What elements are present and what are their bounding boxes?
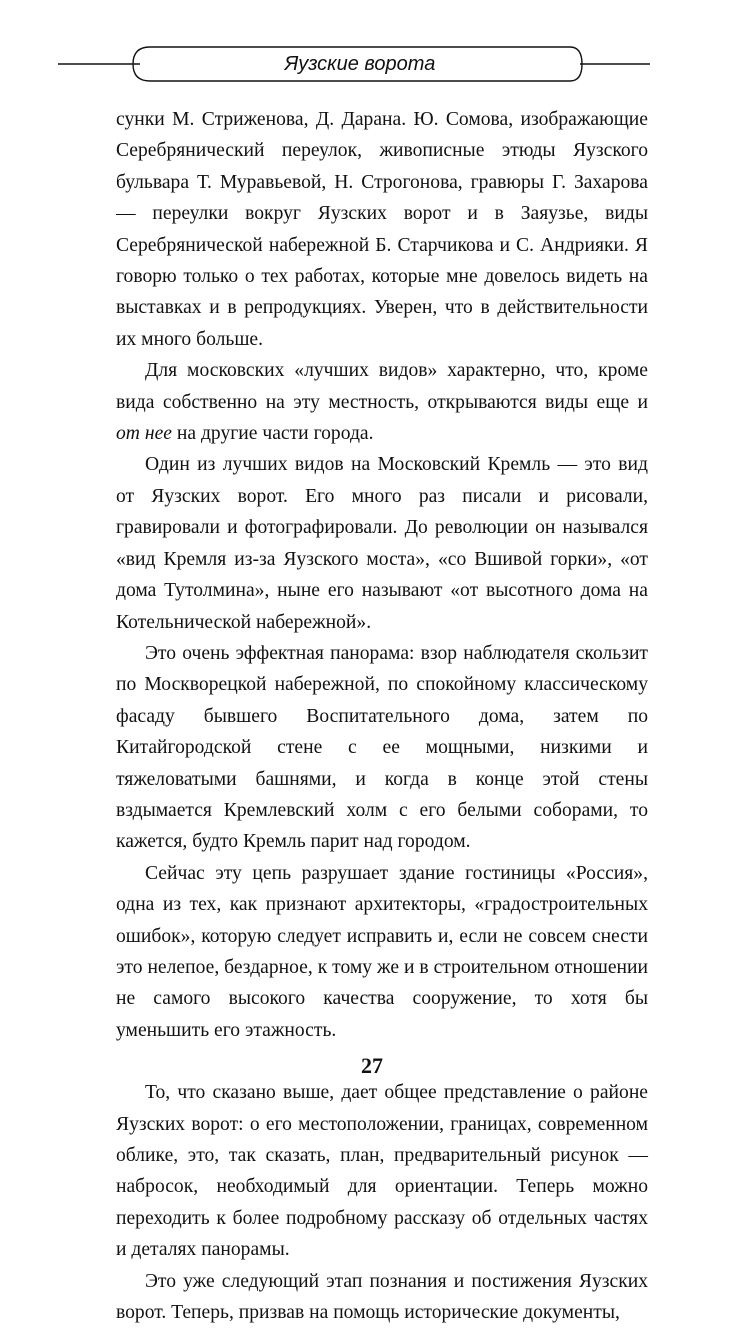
italic-emphasis: от нее: [116, 423, 172, 445]
paragraph-text: Для московских «лучших видов» характерно, что, кроме вида собственно на эту местность, открываются виды еще и: [116, 360, 648, 413]
page-number: 27: [361, 1053, 383, 1078]
body-text: [116, 104, 648, 1328]
paragraph-continued: сунки М. Стриженова, Д. Дарана. Ю. Сомова, изображающие Серебрянический переулок, живописные этюды Яузского бульвара Т. Муравьевой, Н. Строгонова, гравюры Г. Захарова — переулки вокруг Яузских ворот и в Заяузье, виды Серебрянической набережной Б. Старчикова и С. Андрияки. Я говорю только о тех работах, которые мне довелось видеть на выставках и в репродукциях. Уверен, что в действительности их много больше.: [116, 109, 648, 350]
paragraph: Это очень эффектная панорама: взор наблюдателя скользит по Москворецкой набережной, по спокойному классическому фасаду бывшего Воспитательного дома, затем по Китайгородской стене с ее мощными, низкими и тяжеловатыми башнями, и когда в конце этой стены вздымается Кремлевский холм с его белыми соборами, то кажется, будто Кремль парит над городом.: [116, 642, 648, 853]
paragraph: Сейчас эту цепь разрушает здание гостиницы «Россия», одна из тех, как признают архитекторы, «градостроительных ошибок», которую следует исправить и, если не совсем снести это нелепое, бездарное, к тому же и в строительном отношении не самого высокого качества сооружение, то хотя бы уменьшить его этажность.: [116, 862, 648, 1041]
paragraph: То, что сказано выше, дает общее представление о районе Яузских ворот: о его местоположении, границах, современном облике, это, так сказать, план, предварительный рисунок — набросок, необходимый для ориентации. Теперь можно переходить к более подробному рассказу об отдельных частях и деталях панорамы.: [116, 1082, 648, 1261]
paragraph: Один из лучших видов на Московский Кремль — это вид от Яузских ворот. Его много раз писали и рисовали, гравировали и фотографировали. До революции он назывался «вид Кремля из-за Яузского моста», «со Вшивой горки», «от дома Тутолмина», ныне его называют «от высотного дома на Котельнической набережной».: [116, 454, 648, 633]
paragraph: [116, 355, 648, 449]
paragraph: Это уже следующий этап познания и постижения Яузских ворот. Теперь, призвав на помощь исторические документы,: [116, 1270, 648, 1324]
running-title: Яузские ворота: [284, 53, 436, 75]
running-header: [0, 40, 744, 88]
paragraph-text: на другие части города.: [171, 423, 374, 445]
